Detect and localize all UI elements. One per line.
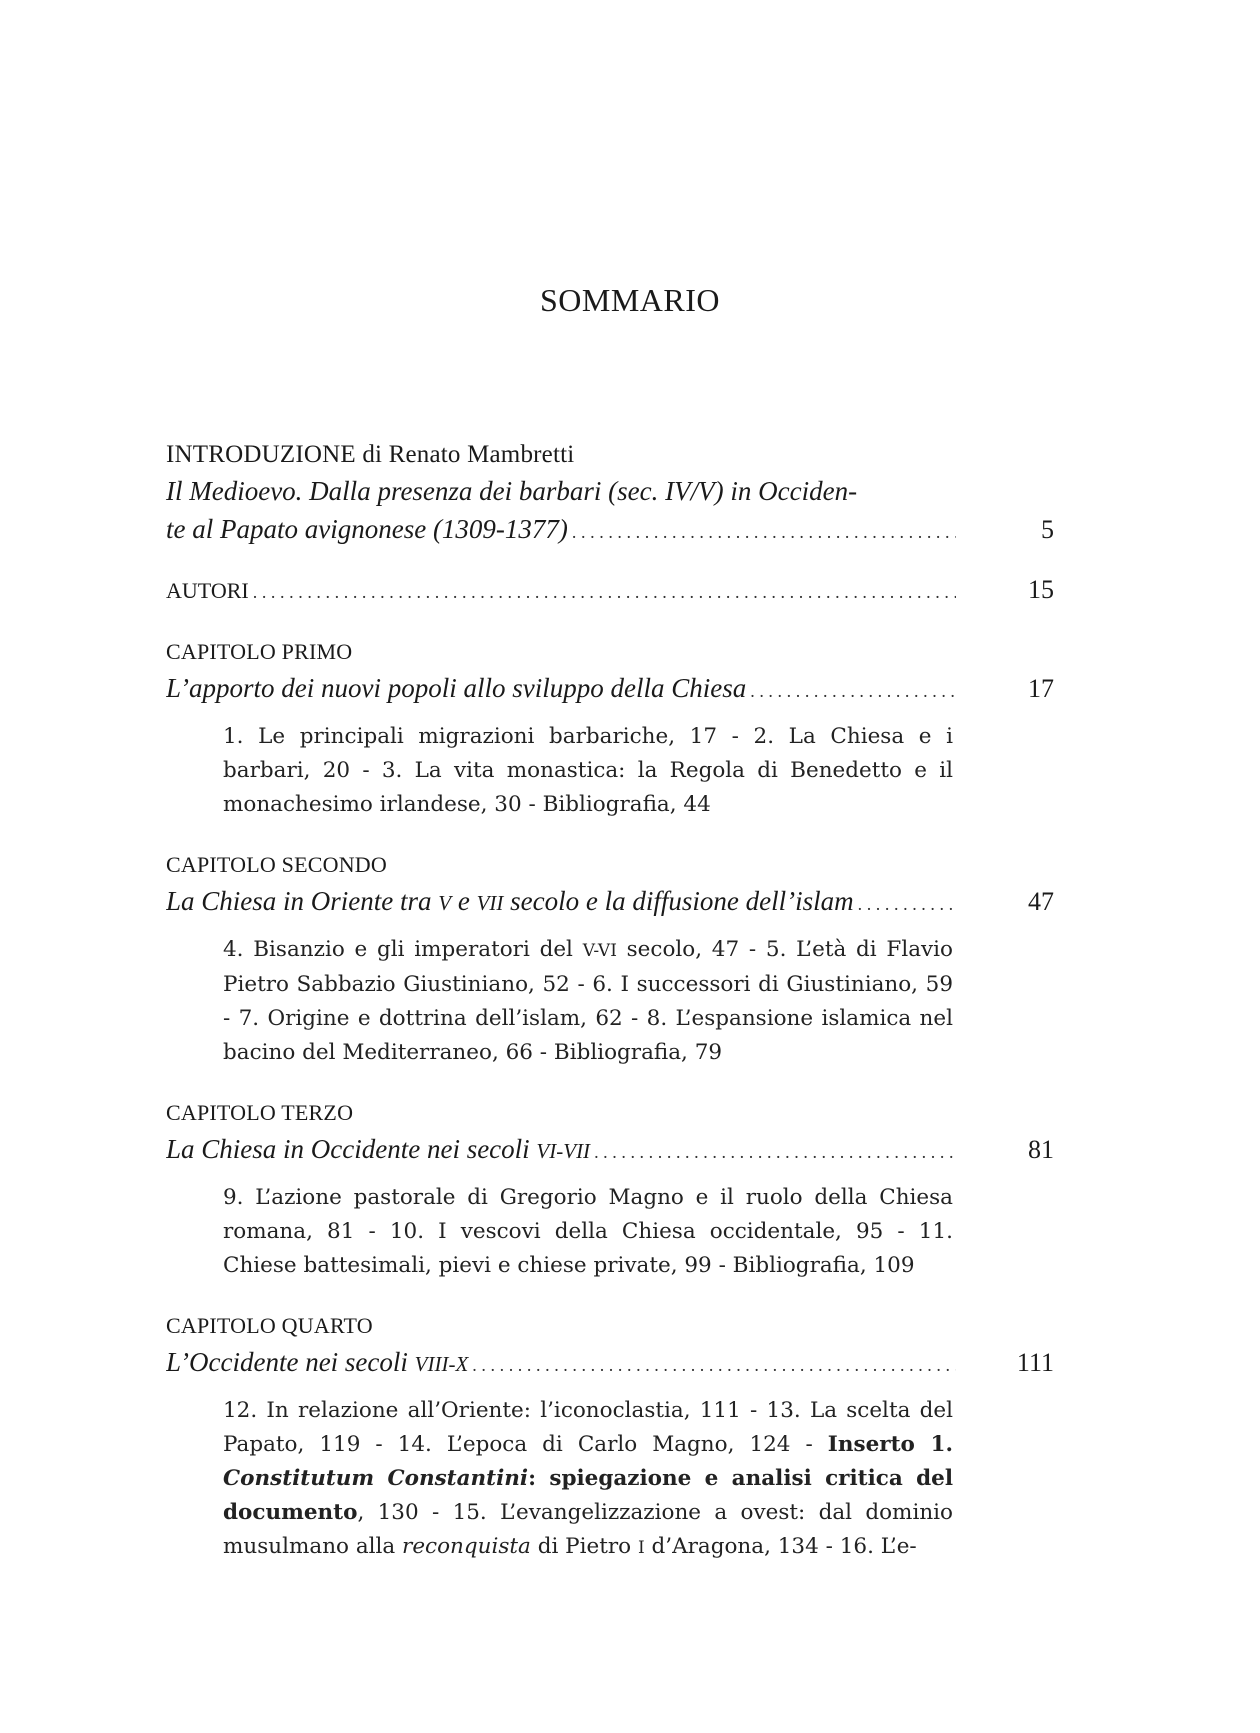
toc-entry-autori <box>166 573 1054 609</box>
page-number: 15 <box>1028 575 1054 604</box>
dot-leader <box>253 575 956 609</box>
dot-leader <box>572 513 956 551</box>
chapter-title: L’Occidente nei secoli VIII-X <box>166 1347 469 1377</box>
toc-entry-capitolo-primo <box>166 635 1054 822</box>
chapter-title: La Chiesa in Occidente nei secoli VI-VII <box>166 1134 591 1164</box>
intro-title-line2: te al Papato avignonese (1309-1377) <box>166 514 568 544</box>
chapter-description: 9. L’azione pastorale di Gregorio Magno e il ruolo della Chiesa romana, 81 - 10. I vescovi della Chiesa occidentale, 95 - 11. Chiese battesimali, pievi e chiese private, 99 - Bibliografia, 109 <box>223 1185 953 1278</box>
chapter-heading: CAPITOLO PRIMO <box>166 639 353 664</box>
page-number: 17 <box>1028 674 1054 703</box>
chapter-description: 1. Le principali migrazioni barbariche, 17 - 2. La Chiesa e i barbari, 20 - 3. La vita monastica: la Regola di Benedetto e il monachesimo irlandese, 30 - Bibliografia, 44 <box>223 724 953 817</box>
dot-leader <box>594 1133 956 1171</box>
page-number: 47 <box>1028 887 1054 916</box>
chapter-title-row <box>166 1343 1054 1384</box>
intro-title-line1: Il Medioevo. Dalla presenza dei barbari (sec. IV/V) in Occiden- <box>166 476 858 506</box>
toc-entry-capitolo-secondo <box>166 848 1054 1070</box>
dot-leader <box>472 1346 956 1384</box>
dot-leader <box>858 885 956 923</box>
intro-title-line2-row <box>166 510 1054 551</box>
page-title: SOMMARIO <box>539 282 721 318</box>
chapter-heading: CAPITOLO SECONDO <box>166 852 387 877</box>
page-number: 81 <box>1028 1135 1054 1164</box>
page-number: 5 <box>1041 515 1054 544</box>
chapter-description: 12. In relazione all’Oriente: l’iconoclastia, 111 - 13. La scelta del Papato, 119 - 14. L’epoca di Carlo Magno, 124 - Inserto 1. Constitutum Constantini: spiegazione e analisi critica del documento, 130 - 15. L’evangelizzazione a ovest: dal dominio musulmano alla reconquista di Pietro I d’Aragona, 134 - 16. L’e- <box>223 1398 953 1559</box>
toc-entry-capitolo-terzo <box>166 1096 1054 1283</box>
page-number: 111 <box>1016 1348 1054 1377</box>
chapter-title-row <box>166 669 1054 710</box>
chapter-description: 4. Bisanzio e gli imperatori del V-VI secolo, 47 - 5. L’età di Flavio Pietro Sabbazio Giustiniano, 52 - 6. I successori di Giustiniano, 59 - 7. Origine e dottrina dell’islam, 62 - 8. L’espansione islamica nel bacino del Mediterraneo, 66 - Bibliografia, 79 <box>223 937 953 1065</box>
table-of-contents <box>166 438 1054 1565</box>
chapter-title-row <box>166 882 1054 923</box>
intro-heading: INTRODUZIONE di Renato Mambretti <box>166 441 575 468</box>
chapter-heading: CAPITOLO QUARTO <box>166 1313 373 1338</box>
chapter-heading: CAPITOLO TERZO <box>166 1100 354 1125</box>
toc-entry-capitolo-quarto <box>166 1309 1054 1565</box>
dot-leader <box>750 672 956 710</box>
chapter-title-row <box>166 1130 1054 1171</box>
chapter-title: La Chiesa in Oriente tra V e VII secolo e la diffusione dell’islam <box>166 886 854 916</box>
chapter-title: L’apporto dei nuovi popoli allo sviluppo della Chiesa <box>166 673 747 703</box>
toc-entry-introduzione <box>166 438 1054 551</box>
autori-label: AUTORI <box>166 578 249 603</box>
